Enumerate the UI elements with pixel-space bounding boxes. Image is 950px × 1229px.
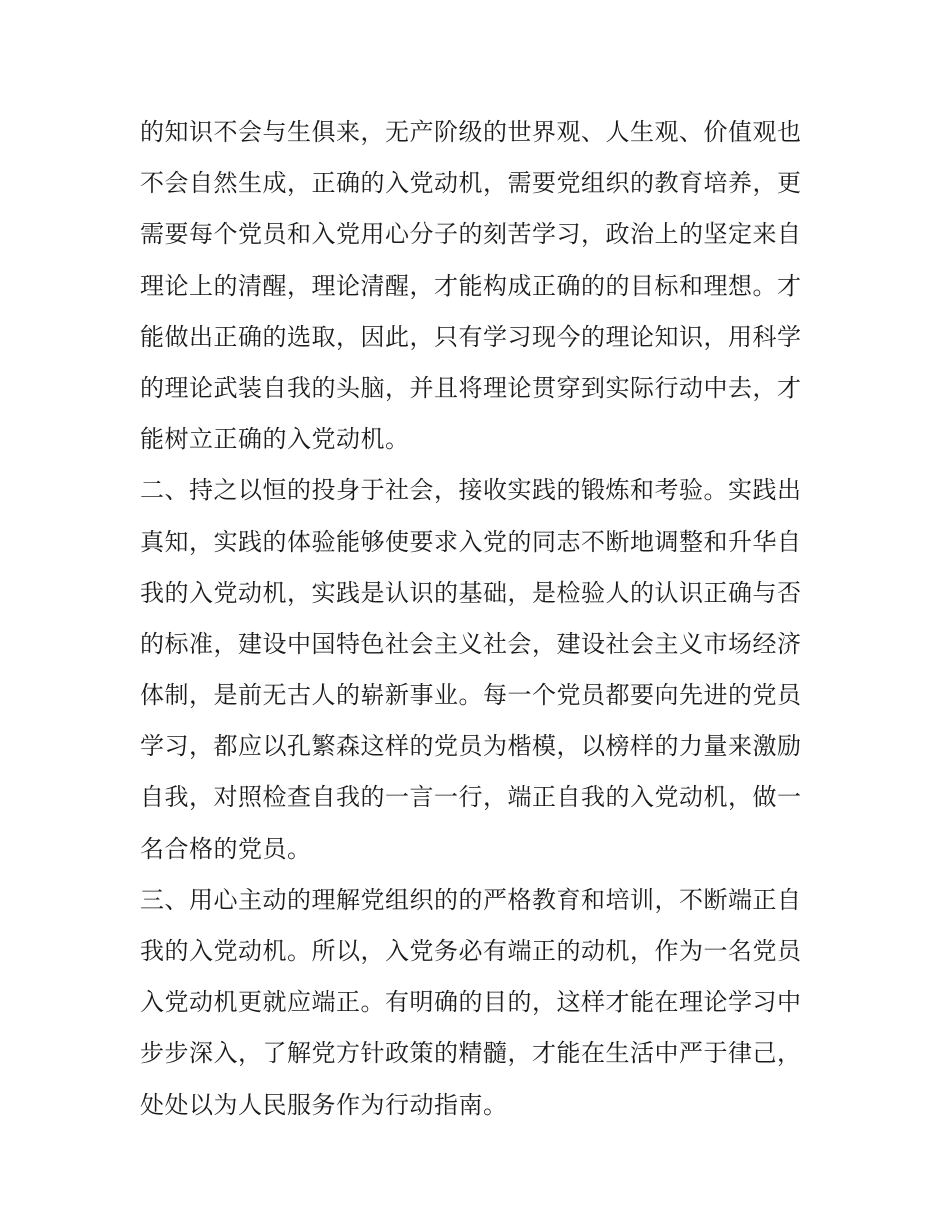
text-line: 真知，实践的体验能够使要求入党的同志不断地调整和升华自 (140, 527, 802, 556)
text-line: 自我，对照检查自我的一言一行，端正自我的入党动机，做一 (140, 783, 802, 812)
text-line: 不会自然生成，正确的入党动机，需要党组织的教育培养，更 (140, 169, 802, 198)
text-line: 体制，是前无古人的崭新事业。每一个党员都要向先进的党员 (140, 681, 802, 710)
text-line: 的标准，建设中国特色社会主义社会，建设社会主义市场经济 (140, 629, 802, 658)
text-line: 的理论武装自我的头脑，并且将理论贯穿到实际行动中去，才 (140, 373, 802, 402)
text-line: 名合格的党员。 (140, 834, 312, 863)
text-line: 理论上的清醒，理论清醒，才能构成正确的的目标和理想。才 (140, 271, 802, 300)
text-line: 能树立正确的入党动机。 (140, 425, 410, 454)
text-line: 处处以为人民服务作为行动指南。 (140, 1090, 508, 1119)
text-line: 步步深入，了解党方针政策的精髓，才能在生活中严于律己， (140, 1039, 802, 1068)
text-line: 入党动机更就应端正。有明确的目的，这样才能在理论学习中 (140, 988, 802, 1017)
text-line: 的知识不会与生俱来，无产阶级的世界观、人生观、价值观也 (140, 118, 802, 146)
text-line: 二、持之以恒的投身于社会，接收实践的锻炼和考验。实践出 (140, 476, 802, 505)
text-line: 我的入党动机，实践是认识的基础，是检验人的认识正确与否 (140, 578, 802, 607)
text-line: 学习，都应以孔繁森这样的党员为楷模，以榜样的力量来激励 (140, 732, 802, 761)
body-text (140, 107, 820, 1131)
text-line: 需要每个党员和入党用心分子的刻苦学习，政治上的坚定来自 (140, 220, 802, 249)
text-line: 三、用心主动的理解党组织的的严格教育和培训，不断端正自 (140, 885, 802, 914)
text-line: 我的入党动机。所以，入党务必有端正的动机，作为一名党员 (140, 937, 802, 965)
text-line: 能做出正确的选取，因此，只有学习现今的理论知识，用科学 (140, 322, 802, 351)
